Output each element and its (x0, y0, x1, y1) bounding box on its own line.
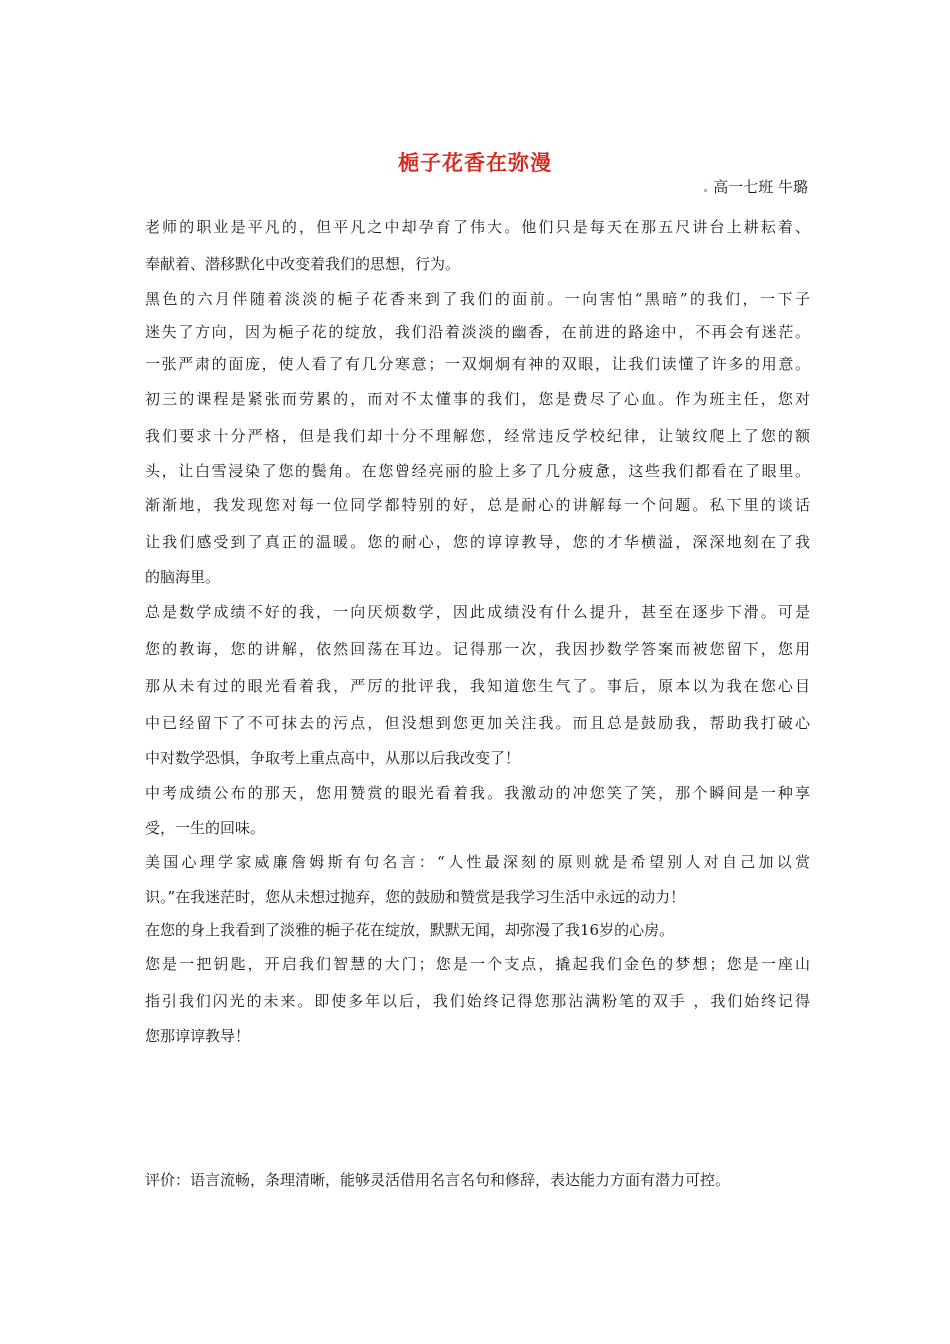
essay-line: 的脑海里。 (145, 568, 221, 587)
essay-title: 梔子花香在弥漫 (398, 150, 552, 175)
essay-body (145, 209, 810, 1053)
essay-line: 中考成绩公布的那天，您用赞赏的眼光看着我。我激动的冲您笑了笑，那个瞬间是一种享 (145, 783, 810, 802)
essay-line: 受，一生的回味。 (145, 818, 266, 837)
essay-line: 让我们感受到了真正的温暖。您的耐心，您的谆谆教导，您的才华横溢，深深地刻在了我 (145, 533, 810, 552)
essay-line: 一张严肃的面庞，使人看了有几分寒意；一双炯炯有神的双眼，让我们读懂了许多的用意。 (145, 355, 810, 374)
essay-line: 美国心理学家威廉詹姆斯有句名言：“人性最深刻的原则就是希望别人对自己加以赏 (145, 853, 810, 872)
essay-line: 迷失了方向，因为梔子花的绽放，我们沿着淡淡的幽香，在前进的路途中，不再会有迷茫。 (145, 322, 810, 341)
essay-line: 头，让白雪浸染了您的鬓角。在您曾经亮丽的脸上多了几分疲惫，这些我们都看在了眼里。 (145, 461, 810, 480)
essay-line: 我们要求十分严格，但是我们却十分不理解您，经常违反学校纪律，让皱纹爬上了您的额 (145, 426, 810, 445)
essay-line: 中对数学恐惧，争取考上重点高中，从那以后我改变了！ (145, 748, 521, 767)
essay-line: 奉献着、潜移默化中改变着我们的思想，行为。 (145, 255, 461, 273)
author-line (704, 176, 808, 197)
essay-line: 那从未有过的眼光看着我，严厉的批评我，我知道您生气了。事后，原本以为我在您心目 (145, 676, 810, 695)
essay-line: 您是一把钥匙，开启我们智慧的大门；您是一个支点，撬起我们金色的梦想；您是一座山 (145, 955, 810, 974)
essay-line: 初三的课程是紧张而劳累的，而对不太懂事的我们，您是费尽了心血。作为班主任，您对 (145, 389, 810, 408)
essay-line: 老师的职业是平凡的，但平凡之中却孕育了伟大。他们只是每天在那五尺讲台上耕耘着、 (145, 218, 810, 236)
essay-line: 中已经留下了不可抹去的污点，但没想到您更加关注我。而且总是鼓励我，帮助我打破心 (145, 713, 810, 732)
evaluation-text: 评价：语言流畅，条理清晰，能够灵活借用名言名句和修辞，表达能力方面有潜力可控。 (145, 1171, 731, 1189)
author-text: 高一七班 牛璐 (713, 178, 808, 196)
essay-line: 黑色的六月伴随着淡淡的梔子花香来到了我们的面前。一向害怕“黑暗”的我们，一下子 (145, 290, 810, 308)
essay-line: 指引我们闪光的未来。即使多年以后，我们始终记得您那沾满粉笔的双手 ，我们始终记得 (145, 992, 810, 1011)
essay-line: 在您的身上我看到了淡雅的梔子花在绽放，默默无闻，却弥漫了我16岁的心房。 (145, 920, 675, 939)
essay-line: 渐渐地，我发现您对每一位同学都特别的好，总是耐心的讲解每一个问题。私下里的谈话 (145, 496, 810, 515)
essay-line: 您那谆谆教导！ (145, 1027, 251, 1046)
essay-line: 您的教诲，您的讲解，依然回荡在耳边。记得那一次，我因抄数学答案而被您留下，您用 (145, 639, 810, 658)
decorative-dot (704, 189, 707, 192)
essay-line: 识。”在我迷茫时，您从未想过抛弃，您的鼓励和赞赏是我学习生活中永远的动力！ (145, 888, 686, 907)
essay-line: 总是数学成绩不好的我，一向厌烦数学，因此成绩没有什么提升，甚至在逐步下滑。可是 (145, 602, 810, 621)
